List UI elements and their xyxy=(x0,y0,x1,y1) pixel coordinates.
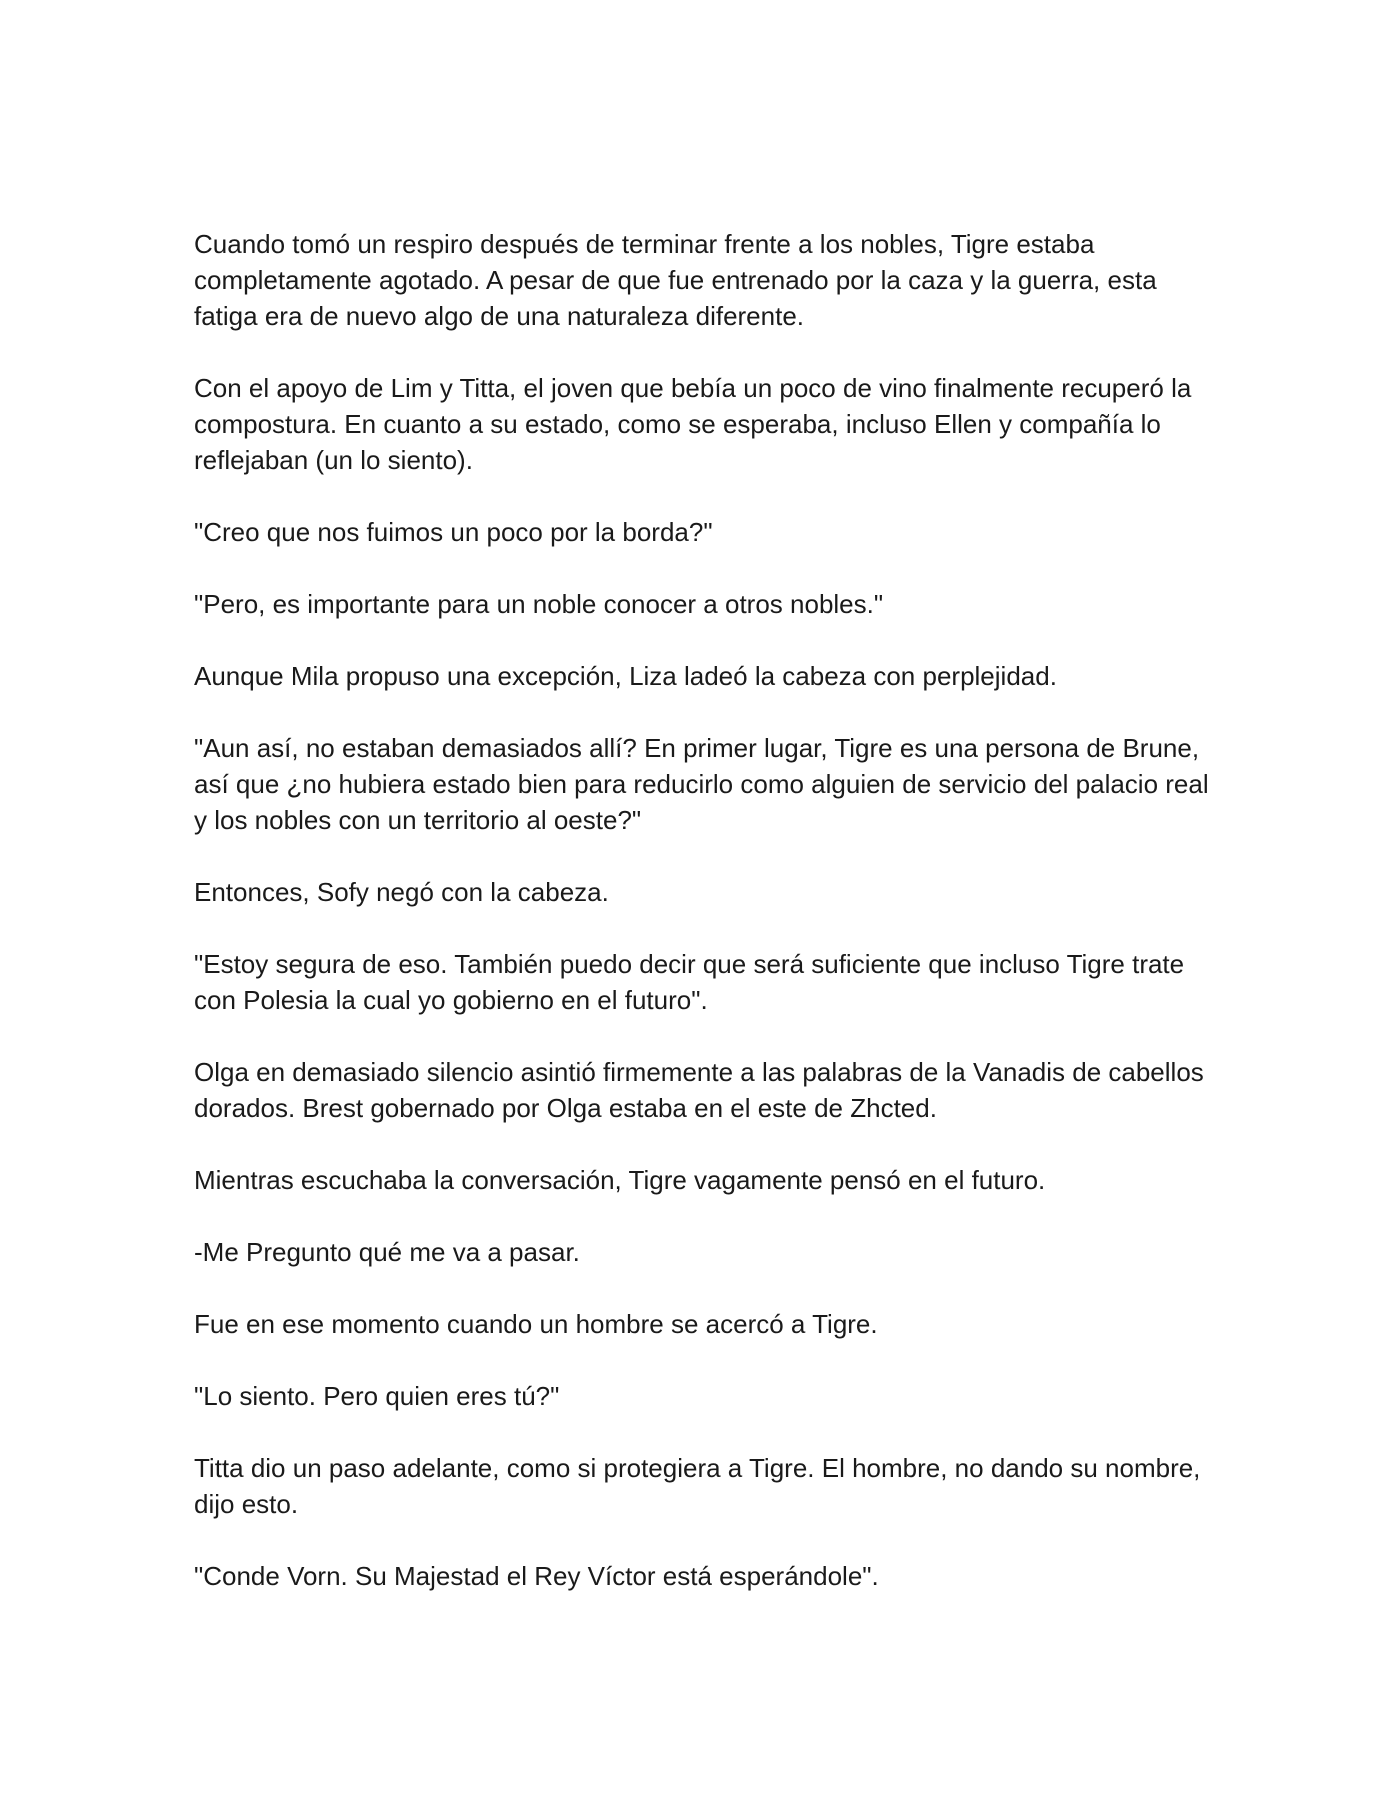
paragraph: -Me Pregunto qué me va a pasar. xyxy=(194,1237,580,1267)
paragraph: Fue en ese momento cuando un hombre se acercó a Tigre. xyxy=(194,1309,878,1339)
paragraph: "Creo que nos fuimos un poco por la borda?" xyxy=(194,517,713,547)
paragraph: "Lo siento. Pero quien eres tú?" xyxy=(194,1381,560,1411)
document-body xyxy=(194,226,1214,1630)
paragraph: Olga en demasiado silencio asintió firmemente a las palabras de la Vanadis de cabellos dorados. Brest gobernado por Olga estaba en el este de Zhcted. xyxy=(194,1057,1204,1123)
paragraph: Aunque Mila propuso una excepción, Liza ladeó la cabeza con perplejidad. xyxy=(194,661,1057,691)
paragraph: Entonces, Sofy negó con la cabeza. xyxy=(194,877,609,907)
paragraph: "Estoy segura de eso. También puedo decir que será suficiente que incluso Tigre trate con Polesia la cual yo gobierno en el futuro". xyxy=(194,949,1185,1015)
paragraph: Titta dio un paso adelante, como si protegiera a Tigre. El hombre, no dando su nombre, dijo esto. xyxy=(194,1453,1201,1519)
paragraph: "Pero, es importante para un noble conocer a otros nobles." xyxy=(194,589,884,619)
paragraph: "Aun así, no estaban demasiados allí? En primer lugar, Tigre es una persona de Brune, así que ¿no hubiera estado bien para reducirlo como alguien de servicio del palacio real y los nobles con un territorio al oeste?" xyxy=(194,733,1209,835)
paragraph: "Conde Vorn. Su Majestad el Rey Víctor está esperándole". xyxy=(194,1561,879,1591)
paragraph: Con el apoyo de Lim y Titta, el joven que bebía un poco de vino finalmente recuperó la compostura. En cuanto a su estado, como se esperaba, incluso Ellen y compañía lo reflejaban (un lo siento). xyxy=(194,373,1192,475)
paragraph: Cuando tomó un respiro después de terminar frente a los nobles, Tigre estaba completamente agotado. A pesar de que fue entrenado por la caza y la guerra, esta fatiga era de nuevo algo de una naturaleza diferente. xyxy=(194,229,1157,331)
paragraph: Mientras escuchaba la conversación, Tigre vagamente pensó en el futuro. xyxy=(194,1165,1046,1195)
